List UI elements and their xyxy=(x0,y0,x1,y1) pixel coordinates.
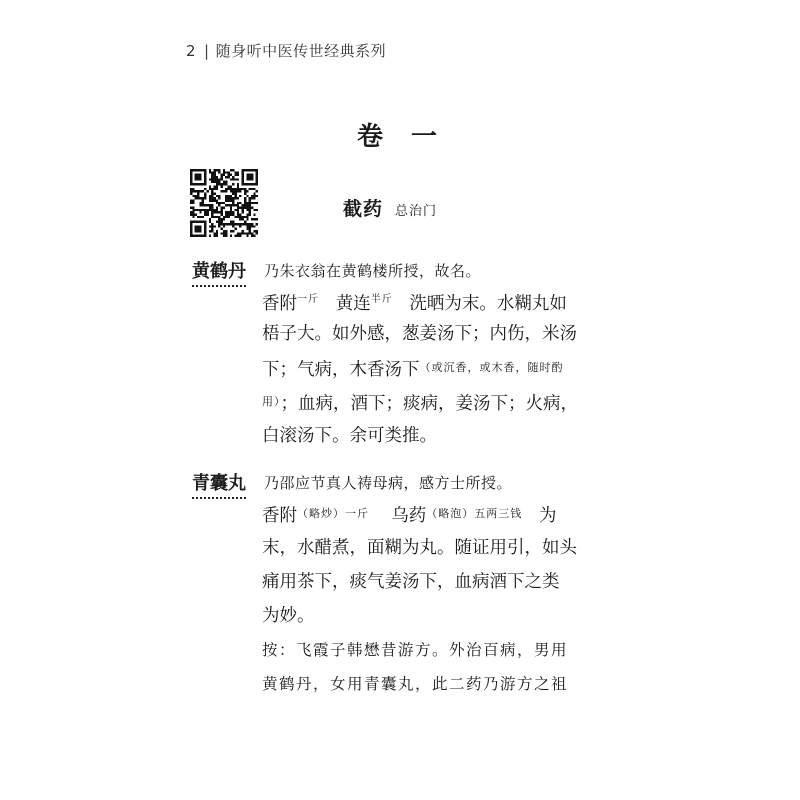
text-line: 香附$^{一斤}$ 黄连$^{半斤}$ 洗晒为末。水糊丸如 xyxy=(262,293,567,314)
text-line: 下；气病，木香汤下$^{(或沉香,或木香,随时酌}$ xyxy=(262,360,564,380)
text-line: 按：飞霞子韩懋昔游方。外治百病，男用 xyxy=(262,641,569,659)
text-line: 梧子大。如外感，葱姜汤下；内伤，米汤 xyxy=(262,324,577,344)
header-divider: | xyxy=(204,42,210,60)
series-title: 随身听中医传世经典系列 xyxy=(215,42,387,60)
recipe-body xyxy=(262,497,604,701)
section-subtitle: 总治门 xyxy=(395,204,438,219)
recipe-name: 黄鹤丹 xyxy=(192,257,246,287)
recipe-body xyxy=(262,283,604,453)
text-line: 末，水醋煮，面糊为丸。随证用引，如头 xyxy=(262,538,577,558)
text-line: $^{用)}$；血病，酒下；痰病，姜汤下；火病， xyxy=(262,394,578,414)
text-line: 痛用茶下，痰气姜汤下，血病酒下之类 xyxy=(262,572,560,592)
text-line: 黄鹤丹，女用青囊丸，此二药乃游方之祖 xyxy=(262,675,569,693)
text-line: 白滚汤下。余可类推。 xyxy=(262,426,437,446)
recipe-intro: 乃朱衣翁在黄鹤楼所授，故名。 xyxy=(264,262,482,280)
section-title: 截药 xyxy=(343,198,384,220)
text-line: 为妙。 xyxy=(262,606,315,626)
qr-code-icon xyxy=(190,169,258,237)
recipe-intro: 乃邵应节真人祷母病，感方士所授。 xyxy=(264,474,513,492)
section-heading xyxy=(343,194,437,221)
recipe-name: 青囊丸 xyxy=(192,469,246,499)
text-line: 香附$^{(略炒)一斤}$ 乌药$^{(略泡)五两三钱}$ 为 xyxy=(262,506,557,526)
chapter-title: 卷一 xyxy=(357,122,466,152)
page-number: 2 xyxy=(186,42,197,60)
running-header xyxy=(186,40,386,61)
